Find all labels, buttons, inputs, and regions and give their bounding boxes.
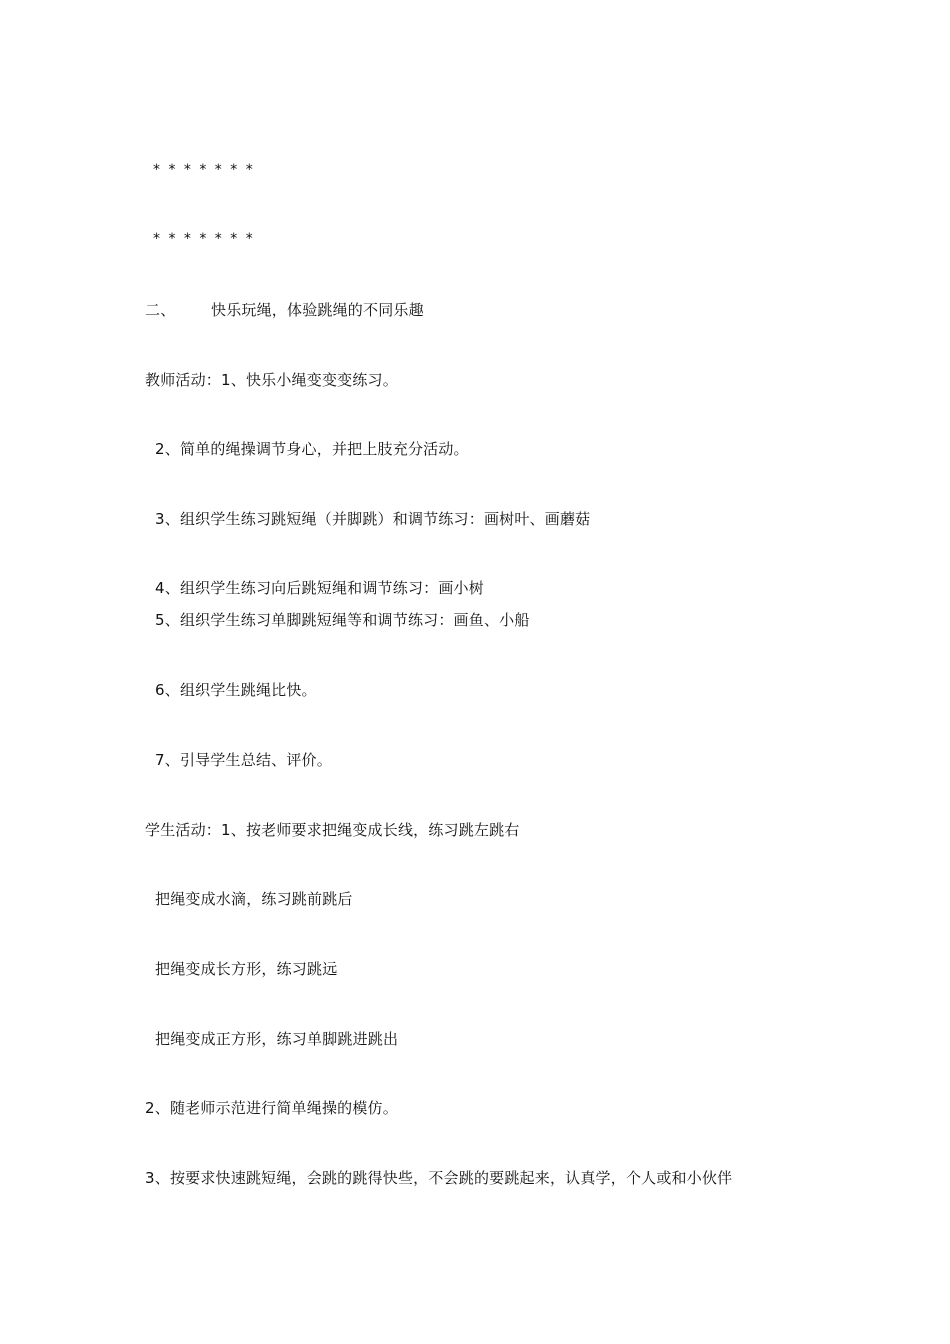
section-number: 二、 (145, 301, 176, 319)
teacher-activity-intro: 教师活动：1、快乐小绳变变变练习。 (145, 371, 398, 389)
student-activity-intro: 学生活动：1、按老师要求把绳变成长线，练习跳左跳右 (145, 821, 520, 839)
star-divider-1: * * * * * * * (153, 162, 255, 178)
teacher-activity-item: 5、组织学生练习单脚跳短绳等和调节练习：画鱼、小船 (155, 611, 530, 629)
teacher-activity-item: 4、组织学生练习向后跳短绳和调节练习：画小树 (155, 579, 484, 597)
student-activity-subitem: 把绳变成长方形，练习跳远 (155, 960, 338, 978)
teacher-activity-item: 7、引导学生总结、评价。 (155, 751, 332, 769)
student-activity-subitem: 把绳变成水滴，练习跳前跳后 (155, 890, 353, 908)
teacher-activity-item: 6、组织学生跳绳比快。 (155, 681, 317, 699)
star-divider-2: * * * * * * * (153, 231, 255, 247)
section-title: 快乐玩绳，体验跳绳的不同乐趣 (211, 301, 424, 319)
student-activity-subitem: 把绳变成正方形，练习单脚跳进跳出 (155, 1030, 399, 1048)
student-activity-item: 2、随老师示范进行简单绳操的模仿。 (145, 1099, 398, 1117)
teacher-activity-item: 2、简单的绳操调节身心，并把上肢充分活动。 (155, 440, 469, 458)
student-activity-item: 3、按要求快速跳短绳，会跳的跳得快些，不会跳的要跳起来，认真学，个人或和小伙伴 (145, 1169, 733, 1187)
teacher-activity-item: 3、组织学生练习跳短绳（并脚跳）和调节练习：画树叶、画蘑菇 (155, 510, 591, 528)
